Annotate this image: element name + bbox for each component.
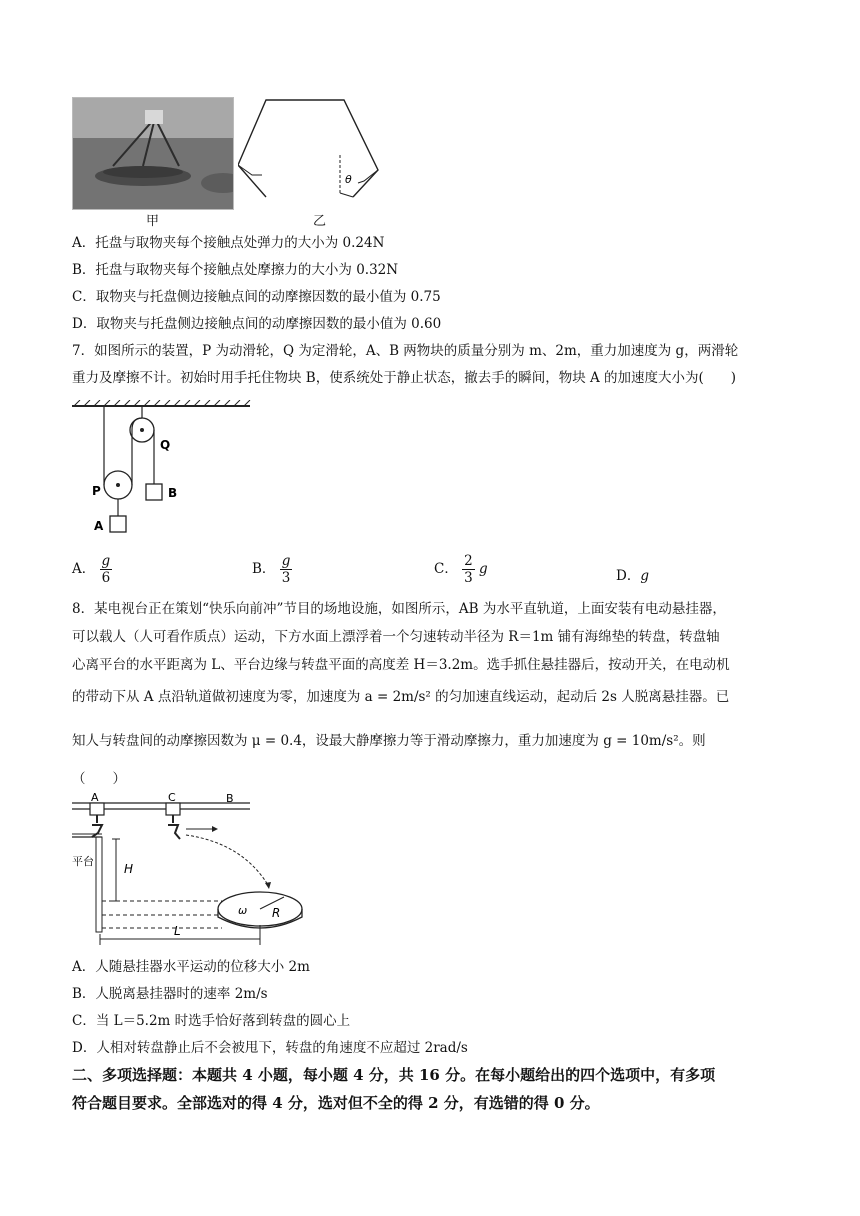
block-a-label: A — [94, 519, 104, 533]
q6-option-b: B．托盘与取物夹每个接触点处摩擦力的大小为 0.32N — [72, 262, 399, 278]
q7-option-c-g: g — [479, 561, 488, 577]
platform-label: 平台 — [72, 855, 94, 868]
q8-option-b: B．人脱离悬挂器时的速率 2m/s — [72, 986, 268, 1002]
q8-stem-line2: 可以载人（人可看作质点）运动，下方水面上漂浮着一个匀速转动半径为 R＝1m 铺有海绵垫的转盘，转盘轴 — [72, 629, 720, 645]
q7-stem-line2: 重力及摩擦不计。初始时用手托住物块 B，使系统处于静止状态，撤去手的瞬间，物块 A 的加速度大小为( ) — [72, 370, 737, 386]
radius-r-label: R — [272, 906, 281, 920]
q7-option-c — [434, 553, 488, 586]
q8-stem-line3: 心离平台的水平距离为 L、平台边缘与转盘平面的高度差 H＝3.2m。选手抓住悬挂器后，按动开关，在电动机 — [72, 657, 730, 673]
section2-heading-line2: 符合题目要求。全部选对的得 4 分，选对但不全的得 2 分，有选错的得 0 分。 — [72, 1094, 600, 1112]
q6-option-c: C．取物夹与托盘侧边接触点间的动摩擦因数的最小值为 0.75 — [72, 289, 441, 305]
q6-option-d: D．取物夹与托盘侧边接触点间的动摩擦因数的最小值为 0.60 — [72, 316, 442, 332]
q7-option-b-fraction — [280, 553, 293, 586]
fraction-denominator: 3 — [281, 570, 291, 586]
pulley-q-label: Q — [160, 438, 171, 452]
point-b-label: B — [226, 793, 234, 805]
q7-option-a-label: A． — [72, 561, 96, 577]
height-h-label: H — [124, 862, 134, 876]
block-b-label: B — [168, 486, 178, 500]
q7-option-a-fraction — [100, 553, 113, 586]
photo-figure-jia — [72, 97, 234, 210]
q7-option-d-label: D． — [616, 568, 641, 584]
figure-yi-caption: 乙 — [313, 214, 327, 229]
distance-l-label: L — [174, 924, 181, 938]
q8-stem-line1: 8．某电视台正在策划“快乐向前冲”节目的场地设施，如图所示，AB 为水平直轨道，上面安装有电动悬挂器， — [72, 601, 726, 617]
turntable-diagram — [72, 793, 372, 951]
section2-heading-line1: 二、多项选择题：本题共 4 小题，每小题 4 分，共 16 分。在每小题给出的四个选项中，有多项 — [72, 1066, 716, 1084]
q8-option-c: C．当 L＝5.2m 时选手恰好落到转盘的圆心上 — [72, 1013, 351, 1029]
theta-label: θ — [345, 173, 352, 186]
q8-option-a: A．人随悬挂器水平运动的位移大小 2m — [72, 959, 310, 975]
tongs-tray-photo-image — [73, 98, 233, 209]
q8-stem-line4: 的带动下从 A 点沿轨道做初速度为零，加速度为 a = 2m/s² 的匀加速直线运动，起动后 2s 人脱离悬挂器。已 — [72, 689, 730, 705]
fraction-denominator: 3 — [464, 570, 473, 586]
q7-option-a — [72, 553, 112, 586]
q7-option-b-label: B． — [252, 561, 276, 577]
q7-option-d — [616, 564, 649, 584]
fraction-numerator: g — [101, 553, 111, 569]
q6-option-a: A．托盘与取物夹每个接触点处弹力的大小为 0.24N — [72, 235, 385, 251]
q8-option-d: D．人相对转盘静止后不会被甩下，转盘的角速度不应超过 2rad/s — [72, 1040, 468, 1056]
point-c-label: C — [168, 793, 176, 804]
q7-option-d-g: g — [640, 568, 649, 584]
q7-option-c-label: C． — [434, 561, 458, 577]
fraction-denominator: 6 — [101, 570, 111, 586]
fraction-numerator: g — [281, 553, 291, 569]
q8-stem-line6: （ ） — [72, 771, 126, 787]
figure-jia-caption: 甲 — [146, 214, 160, 229]
q8-stem-line5: 知人与转盘间的动摩擦因数为 μ = 0.4，设最大静摩擦力等于滑动摩擦力，重力加速度为 g = 10m/s²。则 — [72, 733, 706, 749]
pulley-p-label: P — [92, 484, 101, 498]
q7-stem-line1: 7．如图所示的装置，P 为动滑轮，Q 为定滑轮，A、B 两物块的质量分别为 m、2m，重力加速度为 g，两滑轮 — [72, 343, 739, 359]
q7-option-b — [252, 553, 292, 586]
pulley-diagram — [72, 400, 272, 540]
point-a-label: A — [91, 793, 99, 804]
fraction-numerator: 2 — [464, 553, 473, 569]
omega-label: ω — [238, 904, 248, 917]
figure-yi-diagram — [238, 95, 388, 207]
q7-option-c-fraction — [462, 553, 475, 586]
